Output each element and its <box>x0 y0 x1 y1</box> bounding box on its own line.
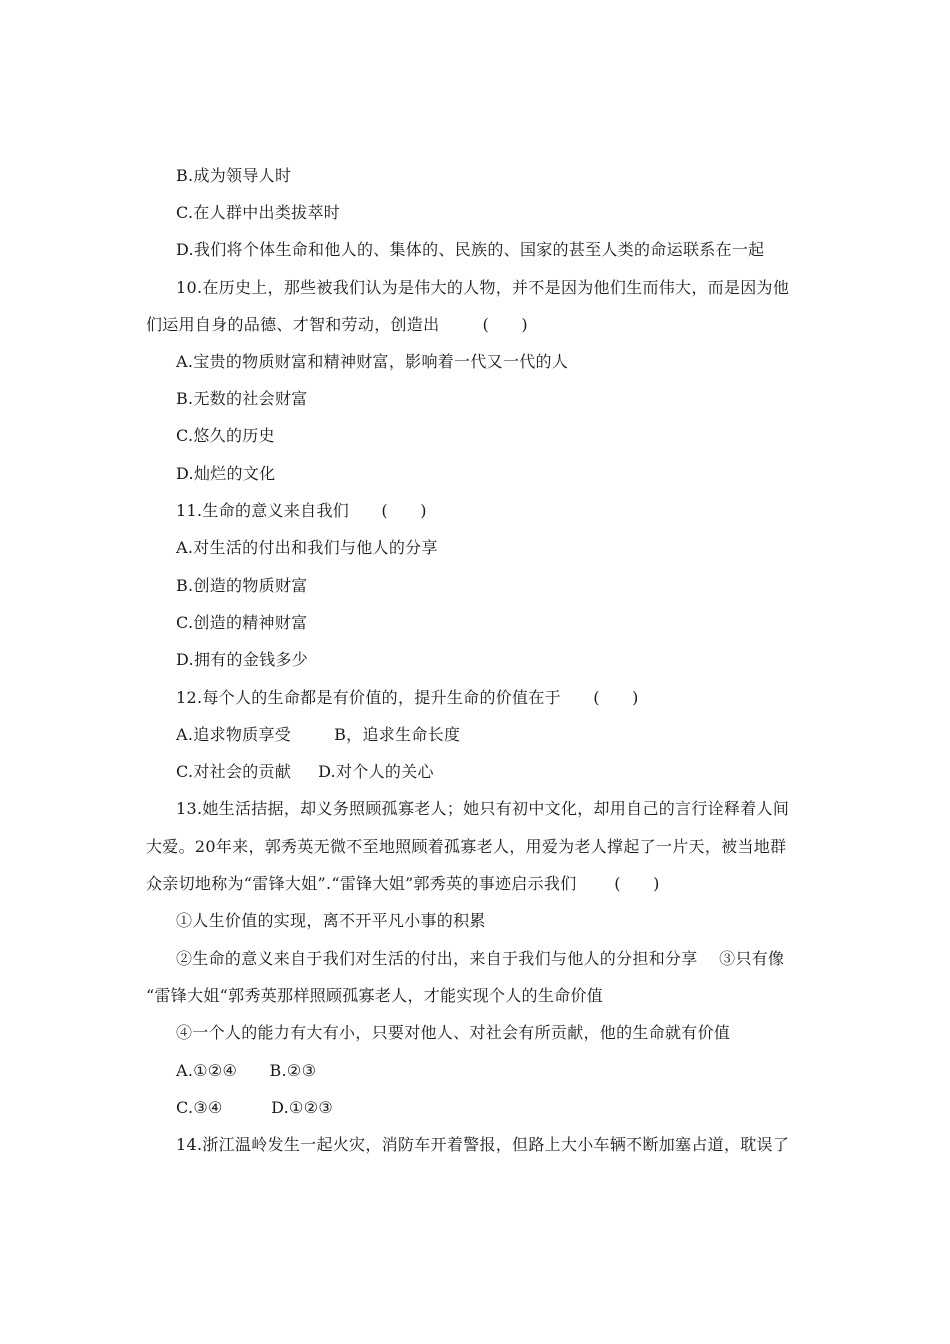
q12-options-ab: A.追求物质享受 B，追求生命长度 <box>176 725 461 744</box>
q10-option-c: C.悠久的历史 <box>176 426 275 445</box>
q10-option-a: A.宝贵的物质财富和精神财富，影响着一代又一代的人 <box>176 352 569 371</box>
q11-option-c: C.创造的精神财富 <box>176 613 308 632</box>
q13-statement-4: ④一个人的能力有大有小，只要对他人、对社会有所贡献，他的生命就有价值 <box>176 1023 731 1042</box>
q13-statement-3: “雷锋大姐“郭秀英那样照顾孤寡老人，才能实现个人的生命价值 <box>146 986 604 1005</box>
q9-option-b: B.成为领导人时 <box>176 166 292 185</box>
q9-option-d: D.我们将个体生命和他人的、集体的、民族的、国家的甚至人类的命运联系在一起 <box>176 240 765 259</box>
q12-options-cd: C.对社会的贡献 D.对个人的关心 <box>176 762 434 781</box>
q11-option-a: A.对生活的付出和我们与他人的分享 <box>176 538 438 557</box>
q10-stem-line-2: 们运用自身的品德、才智和劳动，创造出 ( ) <box>146 315 528 334</box>
q10-option-b: B.无数的社会财富 <box>176 389 308 408</box>
q11-stem: 11.生命的意义来自我们 ( ) <box>176 501 427 520</box>
q13-stem-line-1: 13.她生活拮据，却义务照顾孤寡老人；她只有初中文化，却用自己的言行诠释着人间 <box>176 799 790 818</box>
q13-stem-line-3: 众亲切地称为“雷锋大姐”.“雷锋大姐”郭秀英的事迹启示我们 ( ) <box>146 874 660 893</box>
q13-options-ab: A.①②④ B.②③ <box>176 1061 317 1080</box>
q10-stem-line-1: 10.在历史上，那些被我们认为是伟大的人物，并不是因为他们生而伟大，而是因为他 <box>176 278 790 297</box>
q11-option-b: B.创造的物质财富 <box>176 576 308 595</box>
q14-stem-line-1: 14.浙江温岭发生一起火灾，消防车开着警报，但路上大小车辆不断加塞占道，耽误了 <box>176 1135 790 1154</box>
q13-stem-line-2: 大爱。20年来，郭秀英无微不至地照顾着孤寡老人，用爱为老人撑起了一片天，被当地群 <box>146 837 787 856</box>
q11-option-d: D.拥有的金钱多少 <box>176 650 309 669</box>
q12-stem: 12.每个人的生命都是有价值的，提升生命的价值在于 ( ) <box>176 688 639 707</box>
q10-option-d: D.灿烂的文化 <box>176 464 276 483</box>
q13-options-cd: C.③④ D.①②③ <box>176 1098 333 1117</box>
q9-option-c: C.在人群中出类拔萃时 <box>176 203 341 222</box>
q13-statement-2: ②生命的意义来自于我们对生活的付出，来自于我们与他人的分担和分享 ③只有像 <box>176 949 785 968</box>
q13-statement-1: ①人生价值的实现，离不开平凡小事的积累 <box>176 911 486 930</box>
